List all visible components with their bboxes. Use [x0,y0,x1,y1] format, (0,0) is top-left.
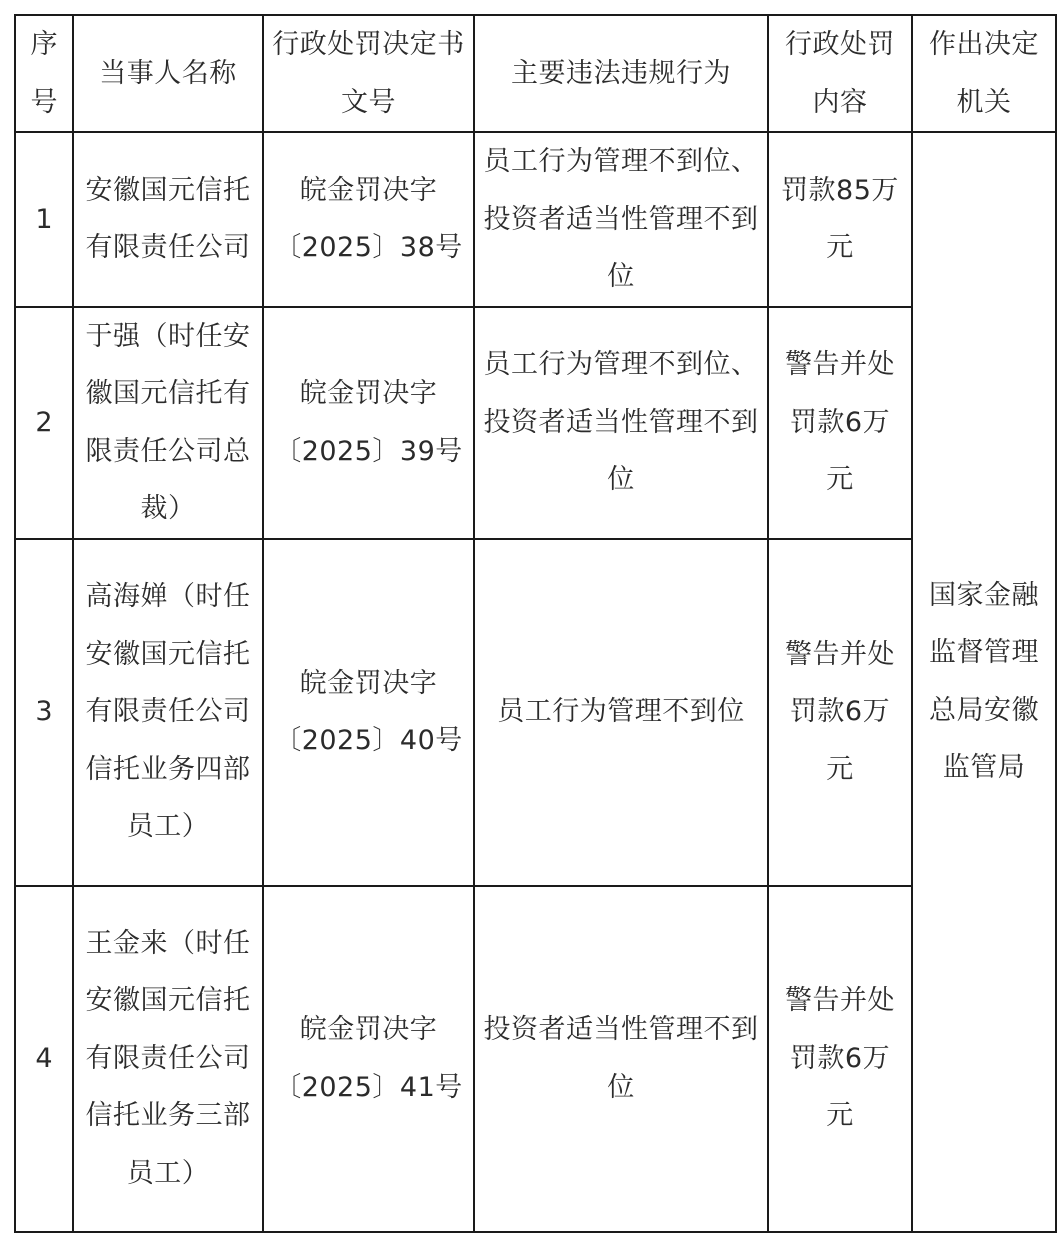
row-decision-doc-no: 皖金罚决字〔2025〕38号 [263,132,474,307]
header-violation: 主要违法违规行为 [474,15,768,132]
row-penalty-content: 警告并处罚款6万元 [768,539,912,886]
row-decision-doc-no: 皖金罚决字〔2025〕40号 [263,539,474,886]
row-serial-number: 1 [15,132,73,307]
row-violation: 员工行为管理不到位、投资者适当性管理不到位 [474,132,768,307]
row-serial-number: 2 [15,307,73,539]
row-party-name: 高海婵（时任安徽国元信托有限责任公司信托业务四部员工） [73,539,263,886]
table-row [15,132,1056,307]
row-violation: 员工行为管理不到位 [474,539,768,886]
table-row [15,539,1056,886]
row-serial-number: 3 [15,539,73,886]
row-party-name: 安徽国元信托有限责任公司 [73,132,263,307]
header-decision-doc-no: 行政处罚决定书文号 [263,15,474,132]
header-deciding-authority: 作出决定机关 [912,15,1056,132]
table-row [15,886,1056,1232]
row-penalty-content: 罚款85万元 [768,132,912,307]
table-row [15,307,1056,539]
row-decision-doc-no: 皖金罚决字〔2025〕41号 [263,886,474,1232]
row-party-name: 王金来（时任安徽国元信托有限责任公司信托业务三部员工） [73,886,263,1232]
table-header-row [15,15,1056,132]
header-penalty-content: 行政处罚内容 [768,15,912,132]
row-serial-number: 4 [15,886,73,1232]
row-violation: 投资者适当性管理不到位 [474,886,768,1232]
row-penalty-content: 警告并处罚款6万元 [768,307,912,539]
row-party-name: 于强（时任安徽国元信托有限责任公司总裁） [73,307,263,539]
deciding-authority-cell: 国家金融监督管理总局安徽监管局 [912,132,1056,1232]
penalty-table [14,14,1057,1233]
header-serial-number: 序号 [15,15,73,132]
row-decision-doc-no: 皖金罚决字〔2025〕39号 [263,307,474,539]
header-party-name: 当事人名称 [73,15,263,132]
row-penalty-content: 警告并处罚款6万元 [768,886,912,1232]
row-violation: 员工行为管理不到位、投资者适当性管理不到位 [474,307,768,539]
